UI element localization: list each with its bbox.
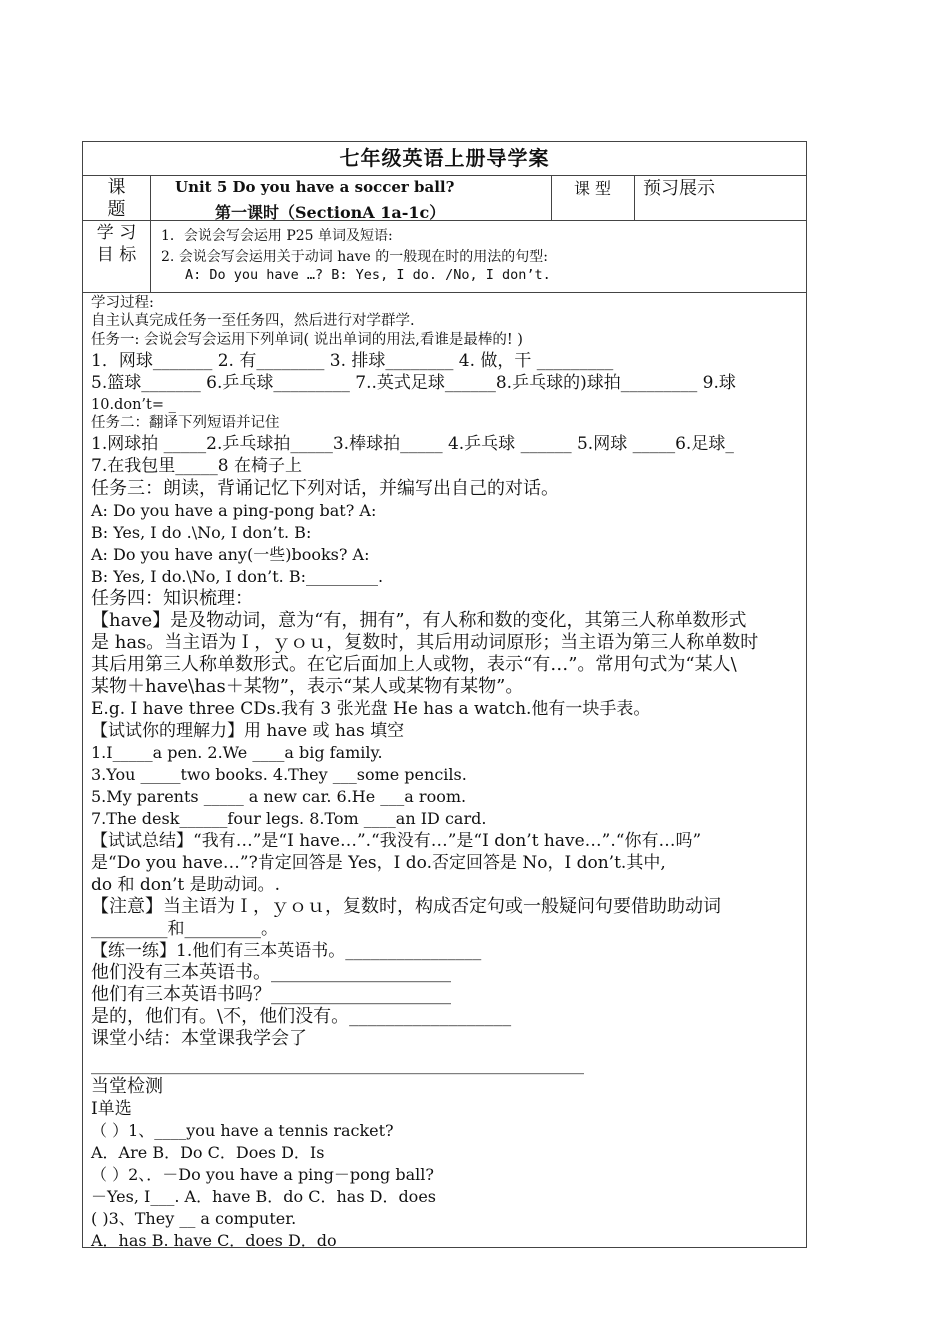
text-line: 任务三：朗读，背诵记忆下列对话，并编写出自己的对话。 bbox=[91, 478, 559, 499]
text-line: 1．网球_______ 2. 有________ 3. 排球________ 4. 做，干 _________ bbox=[91, 351, 614, 371]
topic-row bbox=[83, 176, 806, 221]
text-line: 5.My parents _____ a new car. 6.He ___a room. bbox=[91, 787, 467, 806]
text-line: ( )3、They __ a computer. bbox=[91, 1209, 297, 1228]
text-line: 是“Do you have…”?肯定回答是 Yes，I do.否定回答是 No，I don’t.其中, bbox=[91, 853, 666, 873]
text-line: 他们有三本英语书吗？____________________ bbox=[91, 984, 451, 1005]
text-line: 【试试你的理解力】用 have 或 has 填空 bbox=[91, 721, 405, 741]
lesson-title: 第一课时（SectionA 1a-1c） bbox=[215, 203, 446, 222]
goal-item-2: 2. 会说会写会运用关于动词 have 的一般现在时的用法的句型: bbox=[161, 249, 548, 265]
text-line: 学习过程: bbox=[91, 295, 154, 311]
text-line: 5.篮球_______ 6.乒乓球_________ 7..英式足球______8.乒乓球的)球拍_________ 9.球 bbox=[91, 373, 736, 393]
text-line: 【练一练】1.他们有三本英语书。________________ bbox=[91, 941, 482, 961]
unit-title: Unit 5 Do you have a soccer ball? bbox=[175, 178, 455, 196]
text-line: 7.The desk______four legs. 8.Tom ____an ID card. bbox=[91, 809, 487, 828]
text-line: 1.网球拍 _____2.乒乓球拍_____3.棒球拍_____ 4.乒乓球 ______ 5.网球 _____6.足球_ bbox=[91, 434, 734, 454]
text-line: 任务一: 会说会写会运用下列单词( 说出单词的用法,看谁是最棒的! ) bbox=[91, 332, 523, 348]
goals-label: 学 习 目 标 bbox=[96, 223, 137, 265]
goal-item-3: A: Do you have …? B: Yes, I do. /No, I don’t. bbox=[185, 267, 551, 283]
topic-label: 课 题 bbox=[107, 177, 126, 220]
type-value: 预习展示 bbox=[643, 178, 715, 199]
text-line: A．Are B．Do C．Does D．Is bbox=[91, 1143, 325, 1162]
text-line: 1.I_____a pen. 2.We ____a big family. bbox=[91, 743, 383, 762]
text-line: B: Yes, I do.\No, I don’t. B:_________. bbox=[91, 567, 384, 586]
text-line: 10.don’t= _ bbox=[91, 397, 176, 413]
text-line: 他们没有三本英语书。____________________ bbox=[91, 962, 451, 983]
text-line: 是的，他们有。\不，他们没有。__________________ bbox=[91, 1006, 512, 1027]
text-line: 【试试总结】“我有…”是“I have…”.“我没有…”是“I don’t have…”.“你有…吗” bbox=[91, 831, 702, 851]
text-line: _________和_________。 bbox=[91, 919, 278, 939]
text-line: 是 has。当主语为Ｉ，ｙｏｕ，复数时，其后用动词原形；当主语为第三人称单数时 bbox=[91, 632, 759, 653]
text-line: 【have】是及物动词，意为“有，拥有”，有人称和数的变化，其第三人称单数形式 bbox=[91, 610, 747, 631]
text-line: 某物＋have\has＋某物”，表示“某人或某物有某物”。 bbox=[91, 676, 524, 697]
text-line: I单选 bbox=[91, 1099, 132, 1119]
text-line: 任务四：知识梳理： bbox=[91, 588, 253, 609]
text-line: A．has B. have C．does D．do bbox=[91, 1231, 337, 1250]
text-line: E.g. I have three CDs.我有 3 张光盘 He has a watch.他有一块手表。 bbox=[91, 699, 651, 719]
text-line: （ ）2、．－Do you have a ping－pong ball? bbox=[91, 1165, 434, 1184]
text-line: （ ）1、____you have a tennis racket? bbox=[91, 1121, 394, 1140]
text-line: A: Do you have any(一些)books? A: bbox=[91, 545, 370, 564]
text-line: do 和 don’t 是助动词。. bbox=[91, 875, 281, 895]
text-line: －Yes, I___. A．have B．do C．has D．does bbox=[91, 1187, 436, 1206]
goal-item-1: 1．会说会写会运用 P25 单词及短语: bbox=[161, 228, 393, 244]
page-title: 七年级英语上册导学案 bbox=[339, 146, 550, 170]
title-row bbox=[83, 142, 806, 176]
text-line: 7.在我包里_____8 在椅子上 bbox=[91, 456, 302, 476]
text-line: B: Yes, I do .\No, I don’t. B: bbox=[91, 523, 312, 542]
lesson-plan-table bbox=[82, 141, 807, 1248]
text-line: 当堂检测 bbox=[91, 1076, 163, 1097]
goals-row bbox=[83, 221, 806, 293]
text-line: 其后用第三人称单数形式。在它后面加上人或物，表示“有…”。常用句式为“某人\ bbox=[91, 654, 737, 675]
text-line: 自主认真完成任务一至任务四，然后进行对学群学. bbox=[91, 313, 415, 329]
text-line: A: Do you have a ping-pong bat? A: bbox=[91, 501, 377, 520]
text-line: __________________________________________________________ bbox=[91, 1055, 584, 1075]
text-line: 3.You _____two books. 4.They ___some pencils. bbox=[91, 765, 467, 784]
type-label: 课 型 bbox=[573, 179, 612, 198]
text-line: 任务二：翻译下列短语并记住 bbox=[91, 415, 280, 431]
text-line: 【注意】当主语为Ｉ，ｙｏｕ，复数时，构成否定句或一般疑问句要借助助动词 bbox=[91, 896, 721, 917]
text-line: 课堂小结：本堂课我学会了 bbox=[91, 1028, 307, 1049]
